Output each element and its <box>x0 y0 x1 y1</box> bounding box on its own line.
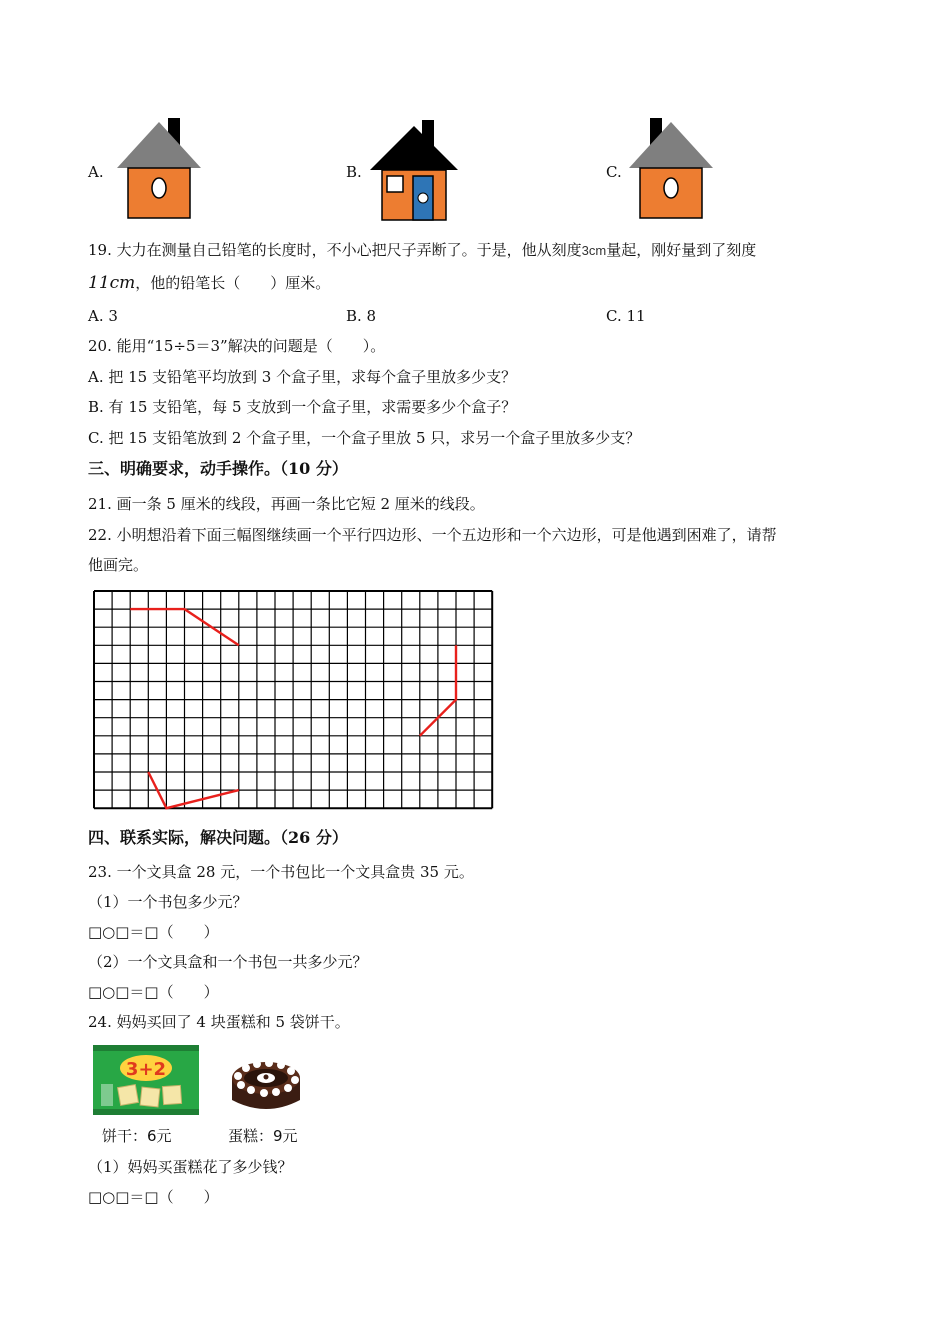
biscuit-brand-text: 3+2 <box>125 1059 167 1080</box>
q24-answer-blank-1[interactable]: □○□＝□（ ） <box>88 1188 219 1206</box>
q22-text-line-1: 22. 小明想沿着下面三幅图继续画一个平行四边形、一个五边形和一个六边形，可是他遇到困难了，请帮 <box>88 526 777 544</box>
q20-option-c[interactable]: C. 把 15 支铅笔放到 2 个盒子里，一个盒子里放 5 只，求另一个盒子里放多少支？ <box>88 429 641 447</box>
q19-line-1 <box>88 240 756 261</box>
q23-sub-2: （2）一个文具盒和一个书包一共多少元？ <box>88 953 368 971</box>
q22-text-line-2: 他画完。 <box>88 556 149 574</box>
q21-text: 21. 画一条 5 厘米的线段，再画一条比它短 2 厘米的线段。 <box>88 495 485 513</box>
q19-end-value: 11cm <box>88 273 136 293</box>
section-3-heading: 三、明确要求，动手操作。（10 分） <box>88 459 348 478</box>
q23-sub-1: （1）一个书包多少元？ <box>88 893 248 911</box>
q20-option-a[interactable]: A. 把 15 支铅笔平均放到 3 个盒子里，求每个盒子里放多少支？ <box>88 368 517 386</box>
option-c-label[interactable]: C. <box>606 163 622 181</box>
biscuit-price-caption: 饼干：6元 <box>102 1127 172 1145</box>
q19-text-c: ，他的铅笔长（ ）厘米。 <box>135 274 331 292</box>
q19-option-a[interactable]: A. 3 <box>88 307 118 325</box>
house-b-image <box>368 118 460 222</box>
cake-image <box>226 1044 306 1120</box>
q19-line-2 <box>88 273 330 293</box>
section-4-heading: 四、联系实际，解决问题。（26 分） <box>88 828 348 847</box>
q24-question: 24. 妈妈买回了 4 块蛋糕和 5 袋饼干。 <box>88 1013 350 1031</box>
q23-answer-blank-1[interactable]: □○□＝□（ ） <box>88 923 219 941</box>
option-b-label[interactable]: B. <box>346 163 362 181</box>
q19-option-b[interactable]: B. 8 <box>346 307 377 325</box>
q24-sub-1: （1）妈妈买蛋糕花了多少钱？ <box>88 1158 293 1176</box>
q23-answer-blank-2[interactable]: □○□＝□（ ） <box>88 983 219 1001</box>
q23-question: 23. 一个文具盒 28 元，一个书包比一个文具盒贵 35 元。 <box>88 863 474 881</box>
biscuit-package-image <box>91 1042 201 1118</box>
q20-option-b[interactable]: B. 有 15 支铅笔，每 5 支放到一个盒子里，求需要多少个盒子？ <box>88 398 517 416</box>
house-c-image <box>626 116 716 220</box>
q19-option-c[interactable]: C. 11 <box>606 307 646 325</box>
q19-start-value: 3cm <box>581 243 607 258</box>
drawing-grid[interactable] <box>92 589 496 811</box>
cake-price-caption: 蛋糕：9元 <box>228 1127 298 1145</box>
q19-text-b: 量起，刚好量到了刻度 <box>606 241 757 259</box>
q20-question: 20. 能用“15÷5＝3”解决的问题是（ ）。 <box>88 337 386 355</box>
q19-text-a: 19. 大力在测量自己铅笔的长度时，不小心把尺子弄断了。于是，他从刻度 <box>88 241 582 259</box>
option-a-label[interactable]: A. <box>88 163 104 181</box>
house-a-image <box>114 116 204 220</box>
